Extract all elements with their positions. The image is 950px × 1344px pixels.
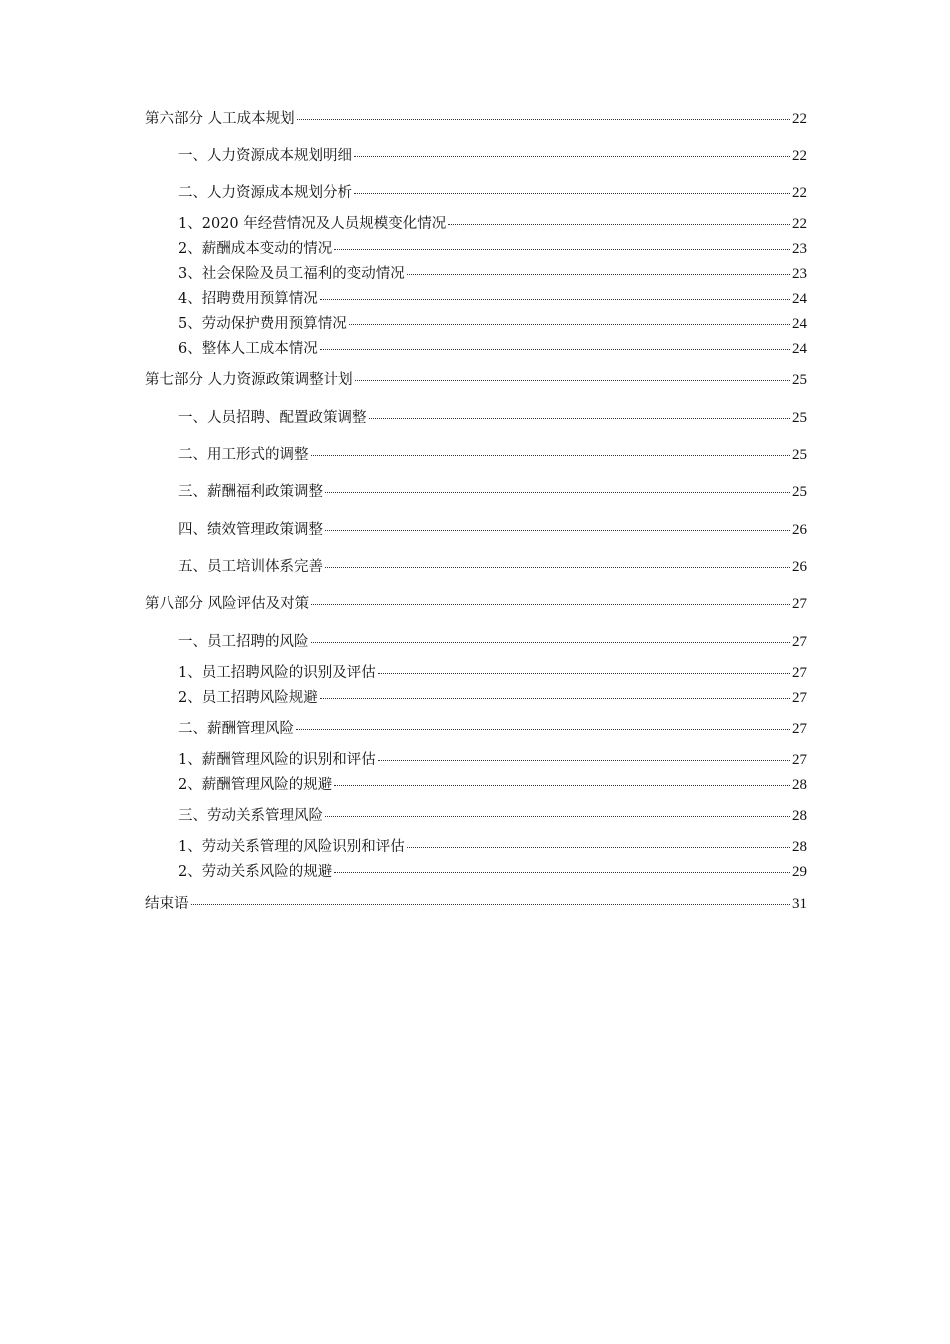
toc-entry-6-2-2[interactable]	[145, 238, 807, 260]
dot-leader	[355, 380, 790, 381]
toc-page-number: 25	[792, 410, 807, 426]
toc-entry-title: 二、薪酬管理风险	[178, 721, 294, 737]
toc-page-number: 27	[792, 634, 807, 650]
toc-page-number: 22	[792, 148, 807, 164]
toc-page-number: 22	[792, 111, 807, 127]
toc-entry-title: 第六部分 人工成本规划	[145, 111, 295, 127]
dot-leader	[296, 729, 790, 730]
dot-leader	[325, 567, 790, 568]
dot-leader	[191, 904, 791, 905]
toc-page-number: 28	[792, 808, 807, 824]
toc-page-number: 27	[792, 721, 807, 737]
toc-page-number: 28	[792, 777, 807, 793]
table-of-contents	[145, 0, 807, 1344]
toc-entry-8-2[interactable]	[145, 718, 807, 740]
dot-leader	[334, 785, 790, 786]
toc-entry-6-1[interactable]	[145, 145, 807, 167]
dot-leader	[325, 530, 790, 531]
toc-entry-title: 6、整体人工成本情况	[178, 341, 318, 357]
toc-entry-title: 二、人力资源成本规划分析	[178, 185, 352, 201]
dot-leader	[407, 847, 790, 848]
toc-entry-title: 4、招聘费用预算情况	[178, 291, 318, 307]
dot-leader	[407, 274, 790, 275]
toc-entry-title: 2、薪酬成本变动的情况	[178, 241, 333, 257]
dot-leader	[334, 249, 790, 250]
toc-entry-7-4[interactable]	[145, 519, 807, 541]
toc-page-number: 28	[792, 839, 807, 855]
toc-entry-title: 四、绩效管理政策调整	[178, 522, 323, 538]
toc-entry-8-1-1[interactable]	[145, 662, 807, 684]
toc-entry-8-3[interactable]	[145, 805, 807, 827]
toc-entry-title: 结束语	[145, 896, 189, 912]
toc-entry-6-2[interactable]	[145, 182, 807, 204]
toc-entry-title: 二、用工形式的调整	[178, 447, 309, 463]
toc-entry-title: 2、劳动关系风险的规避	[178, 864, 333, 880]
toc-entry-title: 3、社会保险及员工福利的变动情况	[178, 266, 405, 282]
dot-leader	[354, 156, 790, 157]
toc-page-number: 25	[792, 484, 807, 500]
toc-entry-title: 五、员工培训体系完善	[178, 559, 323, 575]
toc-page-number: 23	[792, 241, 807, 257]
toc-entry-title: 第八部分 风险评估及对策	[145, 596, 310, 612]
dot-leader	[349, 324, 790, 325]
toc-page-number: 25	[792, 447, 807, 463]
dot-leader	[311, 455, 791, 456]
toc-entry-title: 一、人力资源成本规划明细	[178, 148, 352, 164]
toc-entry-title: 1、员工招聘风险的识别及评估	[178, 665, 376, 681]
toc-entry-7-2[interactable]	[145, 444, 807, 466]
toc-page-number: 27	[792, 690, 807, 706]
toc-entry-title: 第七部分 人力资源政策调整计划	[145, 372, 353, 388]
toc-entry-8-1[interactable]	[145, 631, 807, 653]
toc-entry-title: 一、人员招聘、配置政策调整	[178, 410, 367, 426]
toc-page-number: 27	[792, 752, 807, 768]
dot-leader	[369, 418, 791, 419]
dot-leader	[354, 193, 790, 194]
toc-page-number: 23	[792, 266, 807, 282]
toc-page-number: 26	[792, 522, 807, 538]
toc-entry-8-1-2[interactable]	[145, 687, 807, 709]
toc-entry-title: 2、员工招聘风险规避	[178, 690, 318, 706]
dot-leader	[320, 349, 790, 350]
toc-page-number: 27	[792, 665, 807, 681]
toc-entry-title: 1、薪酬管理风险的识别和评估	[178, 752, 376, 768]
dot-leader	[448, 224, 790, 225]
toc-entry-title: 三、劳动关系管理风险	[178, 808, 323, 824]
toc-entry-6-2-5[interactable]	[145, 313, 807, 335]
toc-page-number: 22	[792, 216, 807, 232]
toc-page-number: 22	[792, 185, 807, 201]
toc-page-number: 29	[792, 864, 807, 880]
dot-leader	[311, 604, 790, 605]
toc-entry-title: 2、薪酬管理风险的规避	[178, 777, 333, 793]
toc-page-number: 24	[792, 316, 807, 332]
toc-entry-part-8[interactable]	[145, 593, 807, 615]
dot-leader	[378, 760, 790, 761]
toc-entry-part-7[interactable]	[145, 369, 807, 391]
dot-leader	[320, 299, 790, 300]
toc-entry-title: 三、薪酬福利政策调整	[178, 484, 323, 500]
toc-entry-6-2-1[interactable]	[145, 213, 807, 235]
dot-leader	[297, 119, 790, 120]
dot-leader	[378, 673, 790, 674]
toc-entry-7-3[interactable]	[145, 481, 807, 503]
dot-leader	[320, 698, 790, 699]
toc-entry-8-3-2[interactable]	[145, 861, 807, 883]
dot-leader	[325, 816, 790, 817]
toc-entry-title: 5、劳动保护费用预算情况	[178, 316, 347, 332]
dot-leader	[325, 492, 790, 493]
toc-page-number: 25	[792, 372, 807, 388]
toc-entry-title: 一、员工招聘的风险	[178, 634, 309, 650]
toc-entry-title: 1、劳动关系管理的风险识别和评估	[178, 839, 405, 855]
toc-page-number: 31	[792, 896, 807, 912]
toc-page-number: 26	[792, 559, 807, 575]
toc-entry-6-2-4[interactable]	[145, 288, 807, 310]
toc-entry-part-6[interactable]	[145, 108, 807, 130]
toc-entry-6-2-6[interactable]	[145, 338, 807, 360]
toc-entry-7-1[interactable]	[145, 407, 807, 429]
toc-entry-7-5[interactable]	[145, 556, 807, 578]
dot-leader	[334, 872, 790, 873]
toc-entry-8-3-1[interactable]	[145, 836, 807, 858]
toc-entry-8-2-1[interactable]	[145, 749, 807, 771]
toc-entry-6-2-3[interactable]	[145, 263, 807, 285]
toc-entry-title: 1、2020 年经营情况及人员规模变化情况	[178, 216, 447, 232]
toc-page-number: 24	[792, 291, 807, 307]
toc-entry-conclusion[interactable]	[145, 893, 807, 915]
dot-leader	[311, 642, 791, 643]
toc-page-number: 24	[792, 341, 807, 357]
toc-page-number: 27	[792, 596, 807, 612]
toc-entry-8-2-2[interactable]	[145, 774, 807, 796]
